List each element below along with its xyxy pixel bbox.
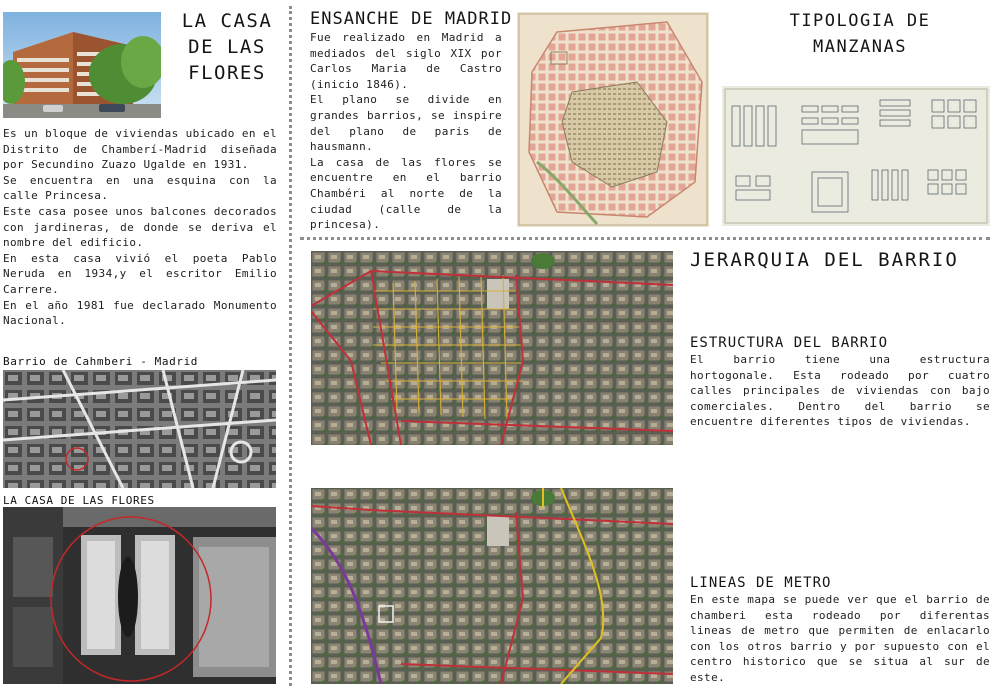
estructura-text: El barrio tiene una estructura hortogonale. Esta rodeado por cuatro calles principales de viviendas con bajo comerciales. Dentro del barrio se encuentre diferentes tipos de viviendas. (690, 353, 990, 429)
metro-aerial-map (311, 488, 673, 684)
casa-paragraph: En esta casa vivió el poeta Pablo Neruda en 1934,y el escritor Emilio Carrere. (3, 251, 277, 296)
chamberi-bw-map (3, 370, 276, 488)
metro-text: En este mapa se puede ver que el barrio de chamberi esta rodeado por diferentas lineas de metro que permiten de enlacarlo con los otros barrio y por supuesto con el centro historico que se situa al sur de este. (690, 593, 990, 684)
ensanche-paragraph: La casa de las flores se encuentre en el barrio Chambéri al norte de la ciudad (calle de la princesa). (310, 155, 502, 232)
casa-title: LA CASA DE LAS FLORES (181, 10, 273, 84)
metro-subtitle: LINEAS DE METRO (690, 575, 832, 591)
ensanche-historic-plan (517, 12, 709, 227)
ensanche-paragraph: Fue realizado en Madrid a mediados del siglo XIX por Carlos Maria de Castro (inicio 1846). (310, 31, 502, 91)
ensanche-description (310, 30, 502, 233)
ensanche-paragraph: El plano se divide en grandes barrios, se inspire del plano de paris de hausmann. (310, 93, 502, 154)
casa-paragraph: En el año 1981 fue declarado Monumento Nacional. (3, 298, 277, 328)
casa-paragraph: Es un bloque de viviendas ubicado en el Distrito de Chamberí-Madrid diseñada por Secundino Zuazo Ugalde en 1931. (3, 127, 277, 172)
casa-photo (3, 12, 161, 118)
metro-description (690, 592, 990, 686)
jerarquia-title: JERARQUIA DEL BARRIO (690, 249, 959, 271)
estructura-subtitle: ESTRUCTURA DEL BARRIO (690, 335, 889, 351)
column-divider (289, 6, 292, 686)
estructura-description (690, 352, 990, 430)
section-divider (300, 237, 990, 240)
tipologia-manzanas-plate (722, 86, 990, 226)
chamberi-map-caption: Barrio de Cahmberi - Madrid (3, 355, 199, 368)
estructura-aerial-map (311, 251, 673, 445)
tipologia-title: TIPOLOGIA DE MANZANAS (789, 11, 931, 57)
casa-description (3, 126, 277, 329)
casa-aerial-photo (3, 507, 276, 684)
casa-paragraph: Se encuentra en una esquina con la calle Princesa. (3, 173, 277, 203)
aerial-caption: LA CASA DE LAS FLORES (3, 494, 155, 507)
ensanche-title: ENSANCHE DE MADRID (310, 9, 513, 29)
casa-paragraph: Este casa posee unos balcones decorados con jardineras, de donde se deriva el nombre del edificio. (3, 204, 277, 250)
